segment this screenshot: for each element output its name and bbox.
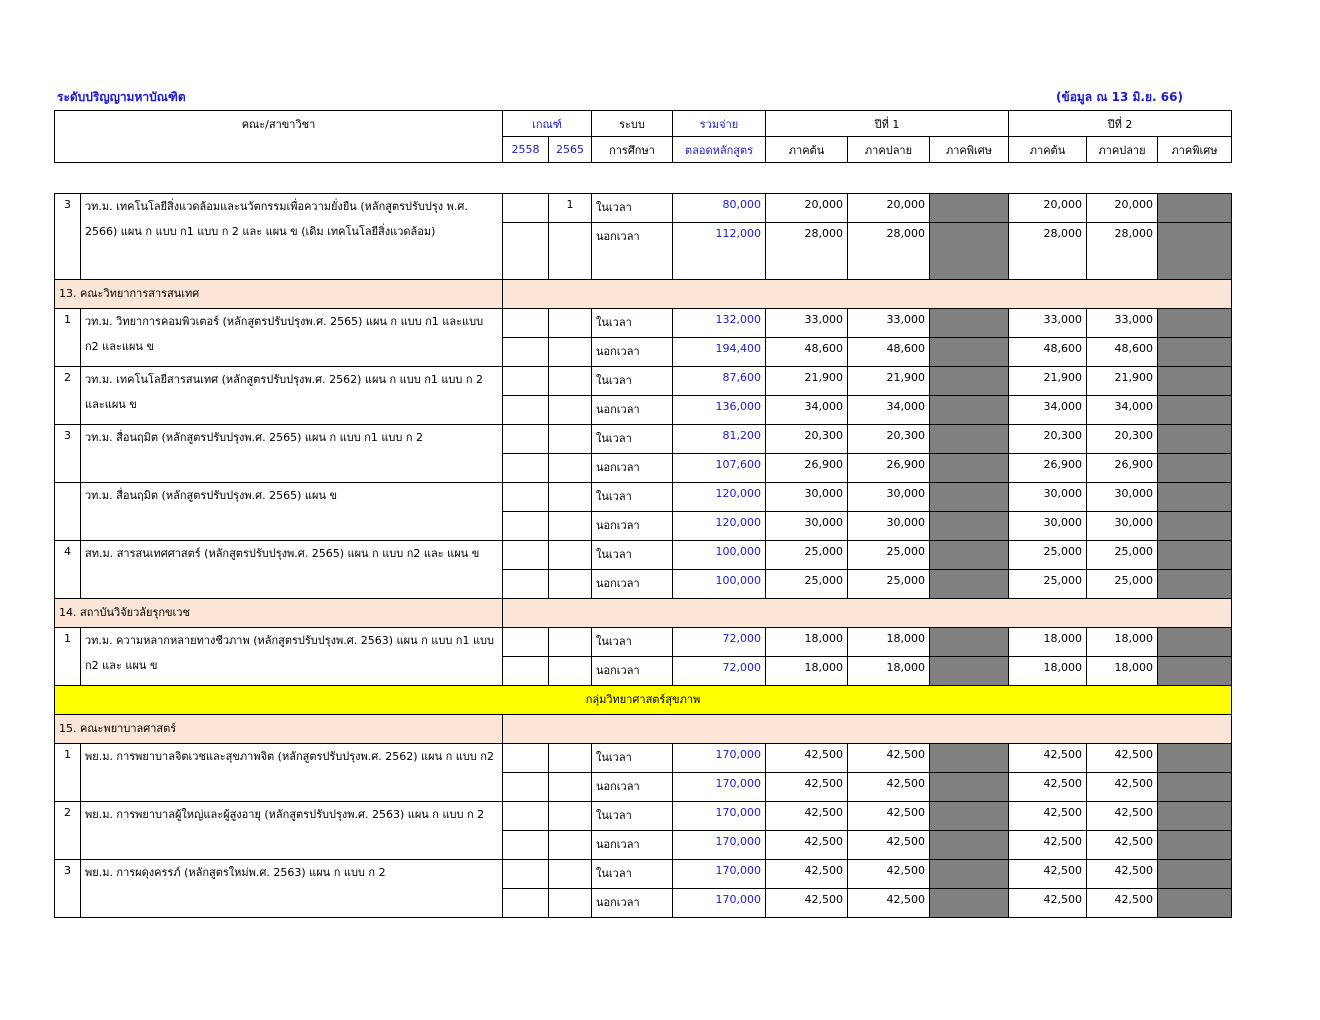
header-system-2: การศึกษา — [592, 137, 673, 163]
study-mode: นอกเวลา — [592, 223, 673, 280]
y1-last-fee: 20,300 — [848, 425, 930, 454]
header-total-2: ตลอดหลักสูตร — [673, 137, 766, 163]
table-row — [55, 194, 1232, 223]
program-name: สท.ม. สารสนเทศศาสตร์ (หลักสูตรปรับปรุงพ.ศ. 2565) แผน ก แบบ ก2 และ แผน ข — [81, 541, 503, 599]
y2-special-fee — [1158, 831, 1232, 860]
y2-first-fee: 42,500 — [1009, 802, 1087, 831]
y1-special-fee — [930, 483, 1009, 512]
y2-last-fee: 34,000 — [1087, 396, 1158, 425]
header-y2-last: ภาคปลาย — [1087, 137, 1158, 163]
header-criteria: เกณฑ์ — [503, 111, 592, 137]
table-row — [55, 802, 1232, 831]
y1-first-fee: 42,500 — [766, 744, 848, 773]
criteria-2565 — [549, 657, 592, 686]
row-number: 1 — [55, 309, 81, 367]
y1-first-fee: 20,300 — [766, 425, 848, 454]
y2-special-fee — [1158, 425, 1232, 454]
criteria-2558 — [503, 657, 549, 686]
section-row — [55, 715, 1232, 744]
criteria-2558 — [503, 367, 549, 396]
y1-first-fee: 26,900 — [766, 454, 848, 483]
y2-special-fee — [1158, 889, 1232, 918]
y2-first-fee: 26,900 — [1009, 454, 1087, 483]
y1-first-fee: 48,600 — [766, 338, 848, 367]
y2-first-fee: 42,500 — [1009, 773, 1087, 802]
study-mode: นอกเวลา — [592, 338, 673, 367]
y1-last-fee: 21,900 — [848, 367, 930, 396]
study-mode: ในเวลา — [592, 802, 673, 831]
y2-last-fee: 26,900 — [1087, 454, 1158, 483]
y2-special-fee — [1158, 512, 1232, 541]
y2-first-fee: 25,000 — [1009, 541, 1087, 570]
y2-last-fee: 30,000 — [1087, 512, 1158, 541]
y2-special-fee — [1158, 860, 1232, 889]
study-mode: นอกเวลา — [592, 889, 673, 918]
y1-special-fee — [930, 802, 1009, 831]
criteria-2558 — [503, 223, 549, 280]
table-row — [55, 483, 1232, 512]
y1-special-fee — [930, 454, 1009, 483]
criteria-2565 — [549, 541, 592, 570]
y2-first-fee: 18,000 — [1009, 657, 1087, 686]
y2-last-fee: 42,500 — [1087, 889, 1158, 918]
y1-special-fee — [930, 657, 1009, 686]
total-fee: 170,000 — [673, 773, 766, 802]
study-mode: ในเวลา — [592, 309, 673, 338]
table-row — [55, 860, 1232, 889]
criteria-2565 — [549, 223, 592, 280]
y1-first-fee: 42,500 — [766, 831, 848, 860]
y2-special-fee — [1158, 396, 1232, 425]
study-mode: ในเวลา — [592, 425, 673, 454]
table-row — [55, 541, 1232, 570]
row-number: 2 — [55, 802, 81, 860]
y2-last-fee: 28,000 — [1087, 223, 1158, 280]
y2-first-fee: 42,500 — [1009, 860, 1087, 889]
y2-special-fee — [1158, 223, 1232, 280]
y1-last-fee: 48,600 — [848, 338, 930, 367]
y1-special-fee — [930, 338, 1009, 367]
program-name: วท.ม. สื่อนฤมิต (หลักสูตรปรับปรุงพ.ศ. 2565) แผน ข — [81, 483, 503, 541]
y1-first-fee: 42,500 — [766, 773, 848, 802]
row-number: 1 — [55, 628, 81, 686]
criteria-2558 — [503, 889, 549, 918]
criteria-2558 — [503, 831, 549, 860]
study-mode: ในเวลา — [592, 628, 673, 657]
total-fee: 194,400 — [673, 338, 766, 367]
header-total-1: รวมจ่าย — [673, 111, 766, 137]
header-year1: ปีที่ 1 — [766, 111, 1009, 137]
program-name: พย.ม. การพยาบาลผู้ใหญ่และผู้สูงอายุ (หลักสูตรปรับปรุงพ.ศ. 2563) แผน ก แบบ ก 2 — [81, 802, 503, 860]
y2-first-fee: 42,500 — [1009, 831, 1087, 860]
y2-special-fee — [1158, 802, 1232, 831]
y2-last-fee: 20,300 — [1087, 425, 1158, 454]
y1-special-fee — [930, 396, 1009, 425]
header-program: คณะ/สาขาวิชา — [55, 111, 503, 163]
criteria-2565 — [549, 367, 592, 396]
total-fee: 170,000 — [673, 831, 766, 860]
y2-first-fee: 30,000 — [1009, 483, 1087, 512]
study-mode: ในเวลา — [592, 367, 673, 396]
total-fee: 136,000 — [673, 396, 766, 425]
study-mode: ในเวลา — [592, 744, 673, 773]
y1-special-fee — [930, 367, 1009, 396]
y1-last-fee: 42,500 — [848, 860, 930, 889]
criteria-2565: 1 — [549, 194, 592, 223]
y2-first-fee: 18,000 — [1009, 628, 1087, 657]
y1-last-fee: 20,000 — [848, 194, 930, 223]
y1-first-fee: 28,000 — [766, 223, 848, 280]
y1-first-fee: 30,000 — [766, 483, 848, 512]
y1-special-fee — [930, 860, 1009, 889]
program-name: พย.ม. การพยาบาลจิตเวชและสุขภาพจิต (หลักสูตรปรับปรุงพ.ศ. 2562) แผน ก แบบ ก2 — [81, 744, 503, 802]
y2-last-fee: 48,600 — [1087, 338, 1158, 367]
row-number: 1 — [55, 744, 81, 802]
criteria-2565 — [549, 744, 592, 773]
total-fee: 100,000 — [673, 541, 766, 570]
y2-special-fee — [1158, 309, 1232, 338]
y1-last-fee: 18,000 — [848, 628, 930, 657]
header-y2-first: ภาคต้น — [1009, 137, 1087, 163]
y1-first-fee: 18,000 — [766, 628, 848, 657]
criteria-2558 — [503, 744, 549, 773]
y1-first-fee: 25,000 — [766, 541, 848, 570]
y1-special-fee — [930, 889, 1009, 918]
row-number: 4 — [55, 541, 81, 599]
y2-last-fee: 18,000 — [1087, 657, 1158, 686]
table-row — [55, 628, 1232, 657]
header-y2-special: ภาคพิเศษ — [1158, 137, 1232, 163]
y2-first-fee: 28,000 — [1009, 223, 1087, 280]
header-criteria-2565: 2565 — [549, 137, 592, 163]
row-number: 3 — [55, 860, 81, 918]
criteria-2558 — [503, 860, 549, 889]
criteria-2565 — [549, 889, 592, 918]
y2-special-fee — [1158, 570, 1232, 599]
y1-special-fee — [930, 773, 1009, 802]
criteria-2565 — [549, 454, 592, 483]
y2-last-fee: 25,000 — [1087, 570, 1158, 599]
study-mode: ในเวลา — [592, 541, 673, 570]
y2-last-fee: 30,000 — [1087, 483, 1158, 512]
y1-special-fee — [930, 194, 1009, 223]
group-row — [55, 686, 1232, 715]
y1-first-fee: 21,900 — [766, 367, 848, 396]
total-fee: 80,000 — [673, 194, 766, 223]
header-criteria-2558: 2558 — [503, 137, 549, 163]
criteria-2565 — [549, 628, 592, 657]
group-title: กลุ่มวิทยาศาสตร์สุขภาพ — [55, 686, 1232, 715]
table-row — [55, 367, 1232, 396]
study-mode: นอกเวลา — [592, 570, 673, 599]
study-mode: นอกเวลา — [592, 657, 673, 686]
y1-first-fee: 25,000 — [766, 570, 848, 599]
criteria-2558 — [503, 396, 549, 425]
criteria-2558 — [503, 338, 549, 367]
total-fee: 87,600 — [673, 367, 766, 396]
y1-last-fee: 34,000 — [848, 396, 930, 425]
y2-first-fee: 48,600 — [1009, 338, 1087, 367]
y2-special-fee — [1158, 483, 1232, 512]
y1-last-fee: 33,000 — [848, 309, 930, 338]
y2-last-fee: 42,500 — [1087, 860, 1158, 889]
y2-first-fee: 20,000 — [1009, 194, 1087, 223]
study-mode: นอกเวลา — [592, 831, 673, 860]
total-fee: 170,000 — [673, 802, 766, 831]
criteria-2558 — [503, 570, 549, 599]
criteria-2558 — [503, 773, 549, 802]
table-row — [55, 744, 1232, 773]
study-mode: นอกเวลา — [592, 512, 673, 541]
y2-first-fee: 20,300 — [1009, 425, 1087, 454]
study-mode: นอกเวลา — [592, 454, 673, 483]
total-fee: 72,000 — [673, 628, 766, 657]
program-name: วท.ม. วิทยาการคอมพิวเตอร์ (หลักสูตรปรับปรุงพ.ศ. 2565) แผน ก แบบ ก1 และแบบ ก2 และแผน ข — [81, 309, 503, 367]
program-name: วท.ม. เทคโนโลยีสิ่งแวดล้อมและนวัตกรรมเพื่อความยั่งยืน (หลักสูตรปรับปรุง พ.ศ. 2566) แผน ก แบบ ก1 แบบ ก 2 และ แผน ข (เดิม เทคโนโลยีสิ่งแวดล้อม) — [81, 194, 503, 280]
total-fee: 81,200 — [673, 425, 766, 454]
criteria-2565 — [549, 483, 592, 512]
section-filler — [503, 280, 1232, 309]
criteria-2565 — [549, 773, 592, 802]
total-fee: 112,000 — [673, 223, 766, 280]
header-year2: ปีที่ 2 — [1009, 111, 1232, 137]
criteria-2558 — [503, 454, 549, 483]
header-y1-first: ภาคต้น — [766, 137, 848, 163]
y2-first-fee: 30,000 — [1009, 512, 1087, 541]
criteria-2565 — [549, 860, 592, 889]
y1-first-fee: 34,000 — [766, 396, 848, 425]
total-fee: 107,600 — [673, 454, 766, 483]
y2-special-fee — [1158, 541, 1232, 570]
section-row — [55, 280, 1232, 309]
section-title: 14. สถาบันวิจัยวลัยรุกขเวช — [55, 599, 503, 628]
y2-special-fee — [1158, 657, 1232, 686]
criteria-2558 — [503, 802, 549, 831]
criteria-2565 — [549, 802, 592, 831]
study-mode: นอกเวลา — [592, 773, 673, 802]
y1-first-fee: 30,000 — [766, 512, 848, 541]
program-name: พย.ม. การผดุงครรภ์ (หลักสูตรใหม่พ.ศ. 2563) แผน ก แบบ ก 2 — [81, 860, 503, 918]
section-filler — [503, 599, 1232, 628]
criteria-2558 — [503, 425, 549, 454]
y1-last-fee: 30,000 — [848, 483, 930, 512]
y1-last-fee: 28,000 — [848, 223, 930, 280]
y1-last-fee: 42,500 — [848, 802, 930, 831]
study-mode: ในเวลา — [592, 860, 673, 889]
y2-special-fee — [1158, 338, 1232, 367]
y2-special-fee — [1158, 454, 1232, 483]
page-title: ระดับปริญญามหาบัณฑิต — [57, 90, 186, 104]
y1-first-fee: 33,000 — [766, 309, 848, 338]
y2-last-fee: 20,000 — [1087, 194, 1158, 223]
y2-first-fee: 34,000 — [1009, 396, 1087, 425]
y1-last-fee: 30,000 — [848, 512, 930, 541]
y2-last-fee: 18,000 — [1087, 628, 1158, 657]
y1-special-fee — [930, 512, 1009, 541]
y1-special-fee — [930, 425, 1009, 454]
section-title: 13. คณะวิทยาการสารสนเทศ — [55, 280, 503, 309]
y1-special-fee — [930, 628, 1009, 657]
criteria-2565 — [549, 425, 592, 454]
criteria-2558 — [503, 628, 549, 657]
y2-last-fee: 25,000 — [1087, 541, 1158, 570]
row-number — [55, 483, 81, 541]
y2-last-fee: 42,500 — [1087, 773, 1158, 802]
y1-last-fee: 42,500 — [848, 773, 930, 802]
total-fee: 120,000 — [673, 512, 766, 541]
program-name: วท.ม. ความหลากหลายทางชีวภาพ (หลักสูตรปรับปรุงพ.ศ. 2563) แผน ก แบบ ก1 แบบ ก2 และ แผน ข — [81, 628, 503, 686]
criteria-2558 — [503, 483, 549, 512]
criteria-2565 — [549, 309, 592, 338]
y2-special-fee — [1158, 744, 1232, 773]
y1-special-fee — [930, 570, 1009, 599]
criteria-2565 — [549, 831, 592, 860]
total-fee: 170,000 — [673, 744, 766, 773]
section-row — [55, 599, 1232, 628]
criteria-2558 — [503, 194, 549, 223]
table-header — [54, 110, 1232, 163]
program-name: วท.ม. สื่อนฤมิต (หลักสูตรปรับปรุงพ.ศ. 2565) แผน ก แบบ ก1 แบบ ก 2 — [81, 425, 503, 483]
criteria-2565 — [549, 570, 592, 599]
y1-last-fee: 42,500 — [848, 831, 930, 860]
y1-last-fee: 25,000 — [848, 541, 930, 570]
section-filler — [503, 715, 1232, 744]
total-fee: 100,000 — [673, 570, 766, 599]
y2-special-fee — [1158, 367, 1232, 396]
y2-last-fee: 42,500 — [1087, 744, 1158, 773]
y2-special-fee — [1158, 628, 1232, 657]
y1-last-fee: 42,500 — [848, 889, 930, 918]
y1-special-fee — [930, 309, 1009, 338]
total-fee: 170,000 — [673, 889, 766, 918]
y2-first-fee: 25,000 — [1009, 570, 1087, 599]
y2-last-fee: 42,500 — [1087, 802, 1158, 831]
y2-last-fee: 21,900 — [1087, 367, 1158, 396]
header-y1-last: ภาคปลาย — [848, 137, 930, 163]
study-mode: ในเวลา — [592, 483, 673, 512]
total-fee: 132,000 — [673, 309, 766, 338]
y1-first-fee: 18,000 — [766, 657, 848, 686]
y2-first-fee: 21,900 — [1009, 367, 1087, 396]
y1-special-fee — [930, 831, 1009, 860]
y1-last-fee: 26,900 — [848, 454, 930, 483]
total-fee: 120,000 — [673, 483, 766, 512]
y2-last-fee: 42,500 — [1087, 831, 1158, 860]
criteria-2565 — [549, 396, 592, 425]
y1-last-fee: 42,500 — [848, 744, 930, 773]
fee-table — [54, 193, 1232, 918]
y2-first-fee: 42,500 — [1009, 889, 1087, 918]
y1-first-fee: 20,000 — [766, 194, 848, 223]
y2-special-fee — [1158, 773, 1232, 802]
row-number: 3 — [55, 425, 81, 483]
criteria-2558 — [503, 541, 549, 570]
y2-last-fee: 33,000 — [1087, 309, 1158, 338]
y1-special-fee — [930, 223, 1009, 280]
y1-last-fee: 18,000 — [848, 657, 930, 686]
y2-first-fee: 33,000 — [1009, 309, 1087, 338]
total-fee: 170,000 — [673, 860, 766, 889]
criteria-2558 — [503, 512, 549, 541]
program-name: วท.ม. เทคโนโลยีสารสนเทศ (หลักสูตรปรับปรุงพ.ศ. 2562) แผน ก แบบ ก1 แบบ ก 2 และแผน ข — [81, 367, 503, 425]
criteria-2558 — [503, 309, 549, 338]
header-y1-special: ภาคพิเศษ — [930, 137, 1009, 163]
row-number: 3 — [55, 194, 81, 280]
y1-first-fee: 42,500 — [766, 889, 848, 918]
y2-special-fee — [1158, 194, 1232, 223]
table-row — [55, 309, 1232, 338]
table-row — [55, 425, 1232, 454]
y1-special-fee — [930, 744, 1009, 773]
y1-last-fee: 25,000 — [848, 570, 930, 599]
study-mode: ในเวลา — [592, 194, 673, 223]
criteria-2565 — [549, 338, 592, 367]
y1-first-fee: 42,500 — [766, 802, 848, 831]
header-system-1: ระบบ — [592, 111, 673, 137]
y2-first-fee: 42,500 — [1009, 744, 1087, 773]
row-number: 2 — [55, 367, 81, 425]
data-date: (ข้อมูล ณ 13 มิ.ย. 66) — [1056, 90, 1183, 104]
section-title: 15. คณะพยาบาลศาสตร์ — [55, 715, 503, 744]
y1-special-fee — [930, 541, 1009, 570]
study-mode: นอกเวลา — [592, 396, 673, 425]
total-fee: 72,000 — [673, 657, 766, 686]
criteria-2565 — [549, 512, 592, 541]
y1-first-fee: 42,500 — [766, 860, 848, 889]
